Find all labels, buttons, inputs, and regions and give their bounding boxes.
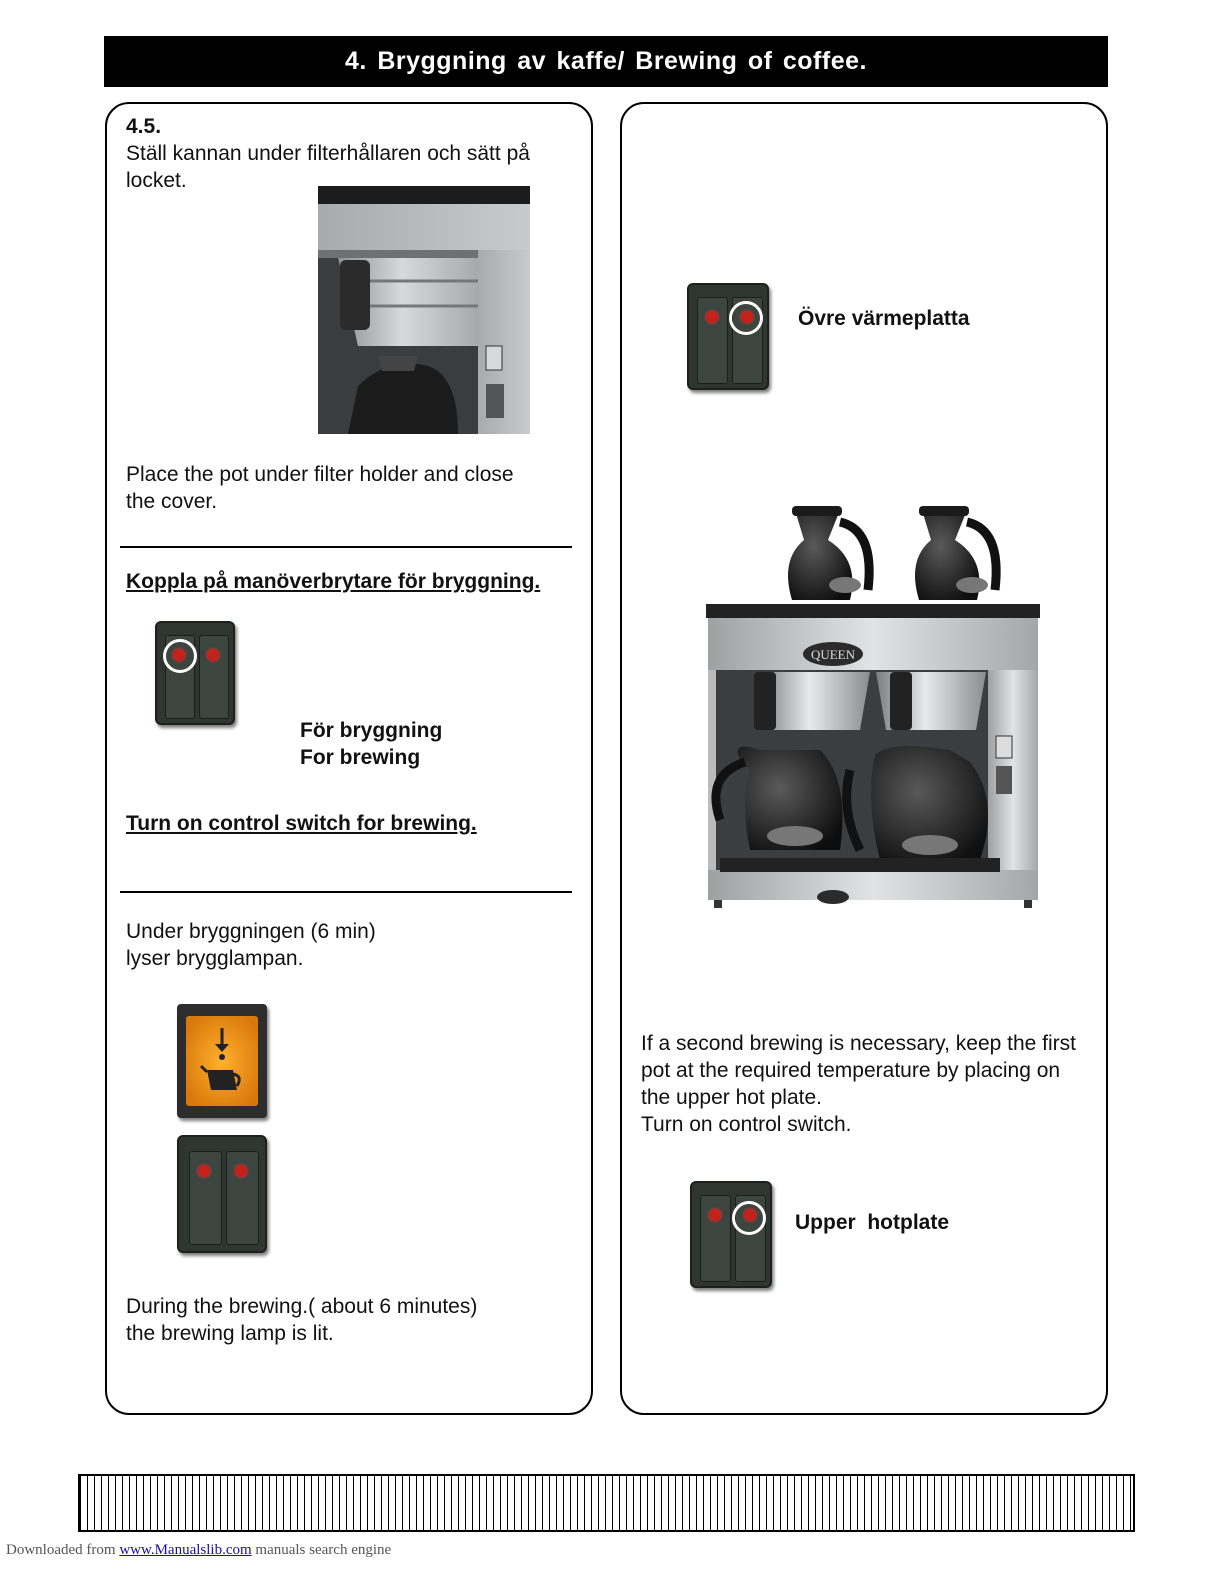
filter-holder-photo [318,186,530,434]
brew-label-sv: För bryggning [300,719,443,742]
during-text-en-1: During the brewing.( about 6 minutes) [126,1295,478,1318]
coffee-machine-photo [700,500,1050,930]
divider [120,891,572,893]
highlight-ring [732,1201,766,1235]
switch-heading-en: Turn on control switch for brewing. [126,812,477,835]
hotplate-led [235,1165,247,1177]
second-brew-text-1: If a second brewing is necessary, keep the first [641,1032,1076,1055]
switch-heading-sv: Koppla på manöverbrytare för bryggning. [126,570,541,593]
control-switch-brew [155,621,235,725]
footer-barcode-bar [78,1474,1135,1532]
brew-led [706,311,718,323]
during-text-sv-1: Under bryggningen (6 min) [126,920,376,943]
upper-plate-label-en: Upper hotplate [795,1211,950,1234]
during-text-en-2: the brewing lamp is lit. [126,1322,334,1345]
highlight-ring [729,301,763,335]
step-number: 4.5. [126,115,162,138]
control-switch-upper-plate [687,283,769,390]
upper-plate-label-sv: Övre värmeplatta [798,307,970,330]
during-text-sv-2: lyser brygglampan. [126,947,304,970]
brew-led [198,1165,210,1177]
second-brew-text-2: pot at the required temperature by placing on [641,1059,1061,1082]
second-brew-text-4: Turn on control switch. [641,1113,852,1136]
brew-led [709,1209,721,1221]
step-text-en-2: the cover. [126,490,218,513]
highlight-ring [163,639,197,673]
download-credit [6,1542,391,1559]
control-switch [177,1135,267,1253]
step-text-sv-1: Ställ kannan under filterhållaren och sätt på [126,142,530,165]
manualslib-link[interactable]: www.Manualslib.com [119,1542,252,1558]
brewing-lamp-icon [177,1004,267,1118]
page-title: 4. Bryggning av kaffe/ Brewing of coffee. [104,36,1108,87]
divider [120,546,572,548]
queen-logo: QUEEN [810,647,856,662]
step-text-sv-2: locket. [126,169,187,192]
step-text-en-1: Place the pot under filter holder and close [126,463,514,486]
control-switch-upper-plate [690,1181,772,1288]
hotplate-led [207,649,219,661]
tagline-text: manuals search engine [255,1542,392,1558]
downloaded-from-text: Downloaded from [6,1542,116,1558]
brew-label-en: For brewing [300,746,421,769]
second-brew-text-3: the upper hot plate. [641,1086,822,1109]
